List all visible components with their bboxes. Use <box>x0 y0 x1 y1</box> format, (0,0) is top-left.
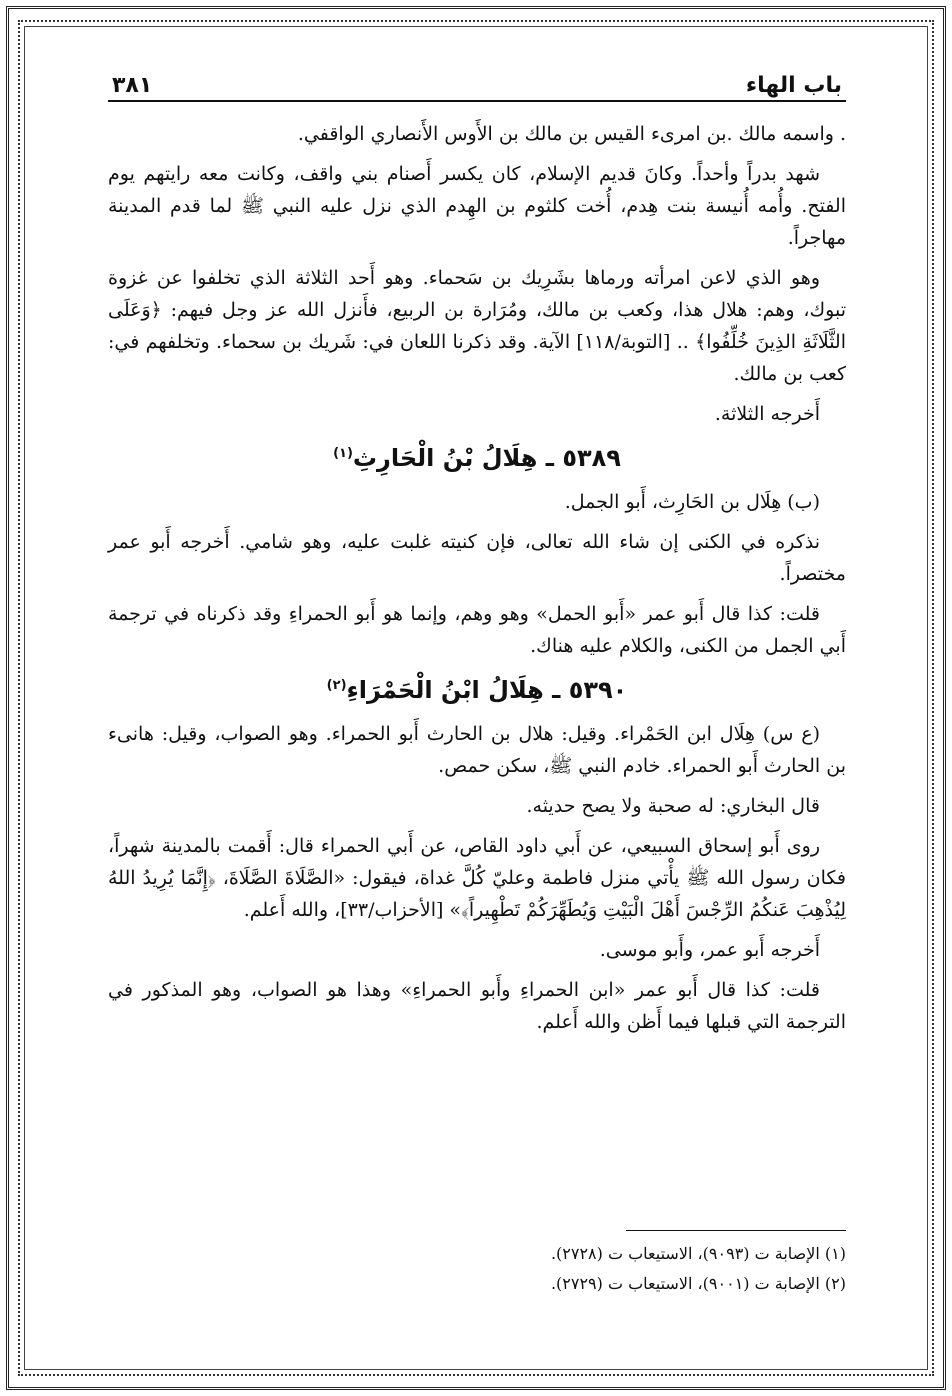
entry-title: ٥٣٩٠ ـ هِلَالُ ابْنُ الْحَمْرَاءِ <box>346 676 628 704</box>
paragraph: (ع س) هِلَال ابن الحَمْراء. وقيل: هلال بن الحارث أَبو الحمراء. وهو الصواب، وقيل: هانىء بن الحارث أَبو الحمراء. خادم النبي ﷺ، سكن حمص. <box>108 723 846 777</box>
footnote: (١) الإصابة ت (٩٠٩٣)، الاستيعاب ت (٢٧٢٨). <box>550 1244 846 1263</box>
paragraph: قلت: كذا قال أَبو عمر «ابن الحمراءِ وأَبو الحمراءِ» وهذا هو الصواب، وهو المذكور في الترجمة التي قبلها فيما أَظن والله أَعلم. <box>108 979 846 1033</box>
footnote: (٢) الإصابة ت (٩٠٠١)، الاستيعاب ت (٢٧٢٩). <box>550 1274 846 1293</box>
book-page <box>108 62 846 1352</box>
paragraph: (ب) هِلَال بن الحَارِث، أَبو الجمل. <box>564 491 820 513</box>
paragraph: أَخرجه أَبو عمر، وأَبو موسى. <box>599 939 820 961</box>
footnote-ref: (١) <box>333 446 353 461</box>
page-number: ٣٨١ <box>112 73 153 98</box>
main-text <box>108 118 846 1038</box>
paragraph: شهد بدراً وأحداً. وكانَ قديم الإسلام، كان يكسر أَصنام بني واقف، وكانت معه رايتهم يوم الفتح. وأُمه أُنيسة بنت هِدم، أُخت كلثوم بن الهِدم الذي نزل عليه النبي ﷺ لما قدم المدينة مهاجراً. <box>108 163 846 249</box>
paragraph: قلت: كذا قال أَبو عمر «أَبو الحمل» وهو وهم، وإنما هو أَبو الحمراءِ وقد ذكرناه في ترجمة أَبي الجمل من الكنى، والكلام عليه هناك. <box>108 603 846 657</box>
footnotes <box>108 1230 846 1299</box>
paragraph: وهو الذي لاعن امرأته ورماها بشَرِيك بن سَحماء. وهو أَحد الثلاثة الذي تخلفوا عن غزوة تبوك، وهم: هلال هذا، وكعب بن مالك، ومُرَارة بن الربيع، فأَنزل الله عز وجل فيهم: ﴿وَعَلَى الثَّلَاثَةِ الذِينَ خُلِّفُوا﴾ .. [التوبة/١١٨] الآية. وقد ذكرنا اللعان في: شَريك بن سحماء. وتخلفهم في: كعب بن مالك. <box>108 267 847 385</box>
chapter-title: باب الهاء <box>745 73 842 98</box>
entry-heading <box>108 438 846 474</box>
paragraph: . واسمه مالك .بن امرىء القيس بن مالك بن الأَوس الأَنصاري الواقفي. <box>297 123 846 145</box>
entry-title: ٥٣٨٩ ـ هِلَالُ بْنُ الْحَارِثِ <box>352 444 621 472</box>
running-header <box>108 62 846 102</box>
paragraph: نذكره في الكنى إن شاء الله تعالى، فإن كنيته غلبت عليه، وهو شامي. أَخرجه أَبو عمر مختصراً. <box>108 531 846 585</box>
entry-heading <box>108 670 846 706</box>
paragraph: أَخرجه الثلاثة. <box>714 403 820 425</box>
footnote-ref: (٢) <box>326 678 347 693</box>
paragraph: قال البخاري: له صحبة ولا يصح حديثه. <box>526 795 820 817</box>
footnote-divider <box>626 1230 846 1231</box>
paragraph: روى أَبو إسحاق السبيعي، عن أَبي داود القاص، عن أَبي الحمراء قال: أَقمت بالمدينة شهراً، فكان رسول الله ﷺ يأْتي منزل فاطمة وعليّ كُلَّ غداة، فيقول: «الصَّلَاةَ الصَّلَاةَ، ﴿إِنَّمَا يُرِيدُ اللهُ لِيُذْهِبَ عَنكُمُ الرِّجْسَ أَهْلَ الْبَيْتِ وَيُطَهِّرَكُمْ تَطْهِيراً﴾» [الأحزاب/٣٣]، والله أَعلم. <box>108 835 846 921</box>
